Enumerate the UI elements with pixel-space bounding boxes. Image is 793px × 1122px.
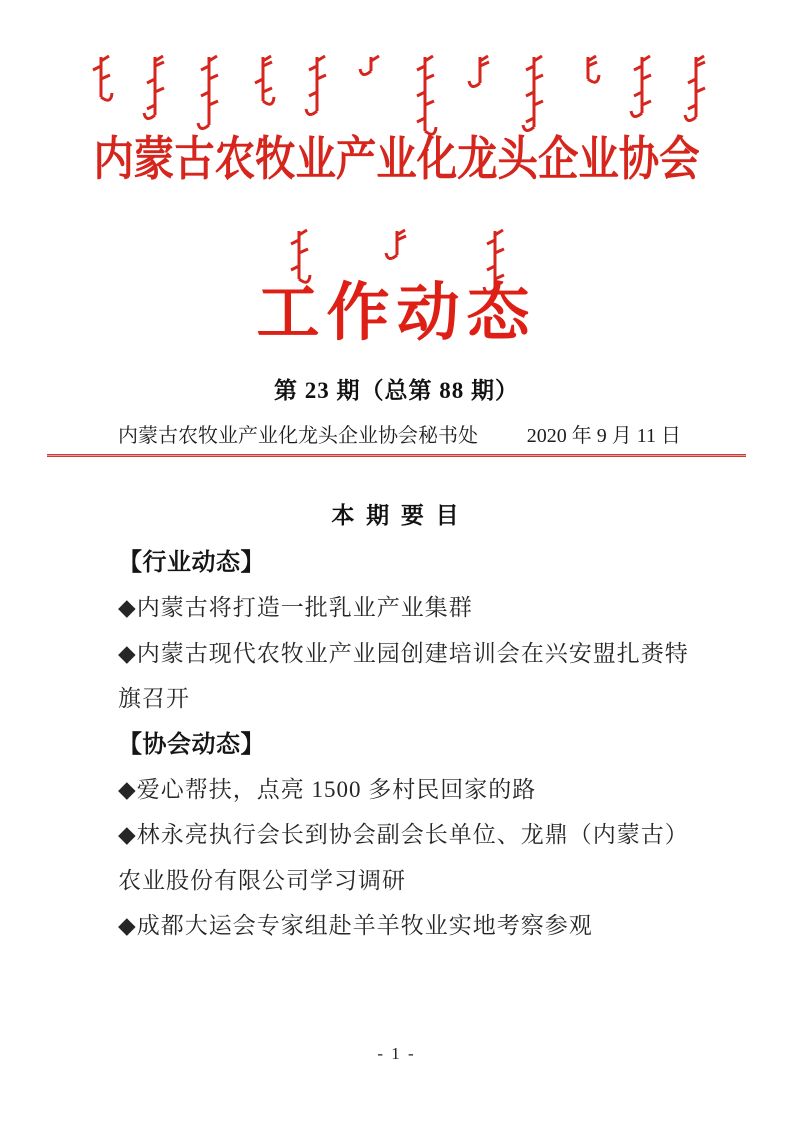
mongolian-word-glyph — [142, 54, 168, 124]
mongolian-word-glyph — [683, 54, 709, 126]
mongolian-word-glyph — [88, 54, 114, 106]
mongolian-word-glyph — [196, 54, 222, 134]
page-number: - 1 - — [377, 1044, 416, 1063]
toc-item: ◆爱心帮扶，点亮 1500 多村民回家的路 — [118, 776, 537, 802]
toc-item: ◆林永亮执行会长到协会副会长单位、龙鼎（内蒙古）农业股份有限公司学习调研 — [118, 822, 689, 893]
mongolian-word-glyph — [521, 54, 547, 136]
contents-title: 本 期 要 目 — [331, 503, 462, 528]
mongolian-word-glyph — [629, 54, 655, 122]
mongolian-script-banner-top — [88, 54, 709, 140]
section-heading: 【协会动态】 — [118, 730, 265, 758]
mongolian-word-glyph — [304, 54, 330, 120]
section-heading: 【行业动态】 — [118, 549, 265, 576]
issue-number: 第 23 期（总第 88 期） — [274, 378, 519, 403]
mongolian-word-glyph — [467, 54, 493, 92]
contents-list — [118, 540, 708, 949]
toc-item: ◆内蒙古将打造一批乳业产业集群 — [118, 595, 473, 620]
toc-item: ◆内蒙古现代农牧业产业园创建培训会在兴安盟扎赉特旗召开 — [118, 640, 689, 711]
organization-title: 内蒙古农牧业产业化龙头企业协会 — [93, 134, 700, 186]
issue-date: 2020 年 9 月 11 日 — [526, 425, 681, 447]
mongolian-word-glyph — [250, 54, 276, 110]
toc-item: ◆成都大运会专家组赴羊羊牧业实地考察参观 — [118, 913, 593, 938]
mongolian-word-glyph — [575, 54, 601, 88]
mongolian-word-glyph — [412, 54, 438, 140]
divider-rule — [47, 454, 746, 457]
issuer-name: 内蒙古农牧业产业化龙头企业协会秘书处 — [118, 425, 478, 447]
mongolian-word-glyph — [358, 54, 384, 80]
byline — [118, 419, 681, 448]
mongolian-word-glyph — [384, 228, 410, 264]
masthead-title: 工作动态 — [256, 278, 537, 348]
